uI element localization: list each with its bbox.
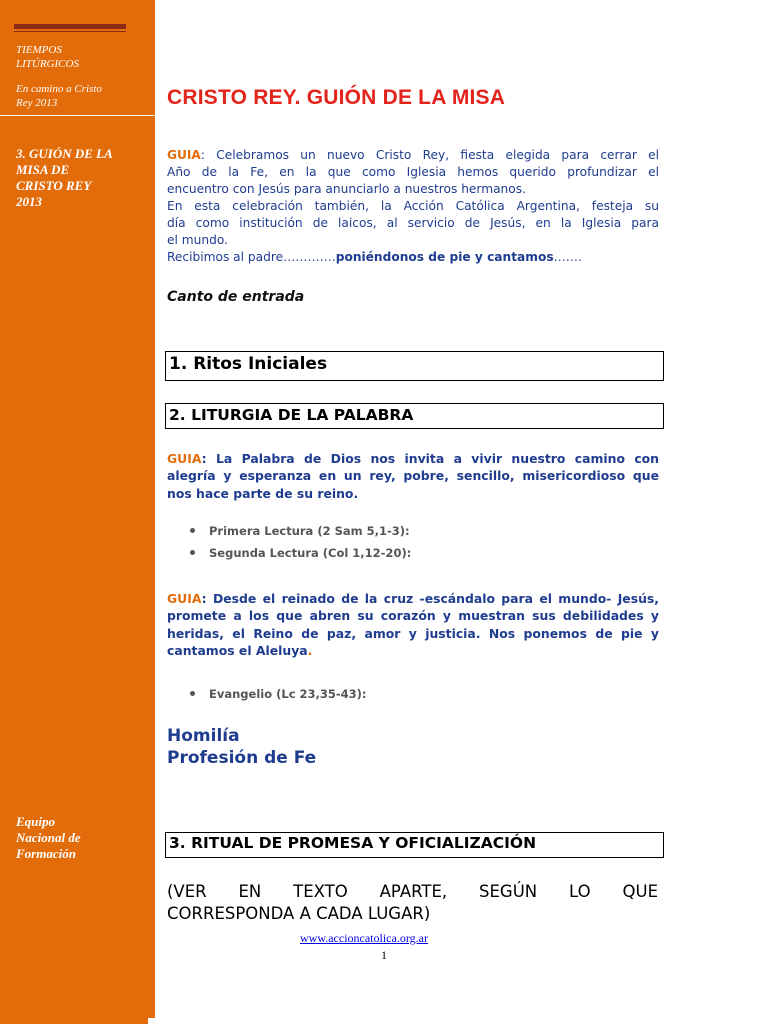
canto-de-entrada: Canto de entrada <box>167 289 305 305</box>
sidebar <box>0 0 155 1024</box>
sidebar-divider <box>0 115 155 116</box>
guia-line: promete a los que abren su corazón y muestran sus debilidades y <box>167 608 659 624</box>
section-title: 2. LITURGIA DE LA PALABRA <box>169 406 414 424</box>
sidebar-team <box>16 814 134 862</box>
bullet-icon <box>190 550 195 555</box>
bullet-icon <box>190 528 195 533</box>
sidebar-item-line: MISA DE <box>16 162 70 177</box>
page-number: 1 <box>381 948 387 962</box>
reading-label: Primera Lectura (2 Sam 5,1-3): <box>209 524 410 538</box>
guia-aleluya-paragraph <box>167 590 659 659</box>
bullet-icon <box>190 691 195 696</box>
reading-label: Segunda Lectura (Col 1,12-20): <box>209 546 412 560</box>
guia-line: heridas, el Reino de paz, amor y justicia. Nos ponemos de pie y <box>167 625 659 641</box>
guia-line <box>167 642 659 659</box>
guia-line: alegría y esperanza en un rey, pobre, sencillo, misericordioso que <box>167 468 659 484</box>
intro-line: En esta celebración también, la Acción Católica Argentina, festeja su <box>167 199 659 213</box>
intro-line <box>167 147 659 164</box>
intro-line <box>167 249 659 266</box>
section-title: 3. RITUAL DE PROMESA Y OFICIALIZACIÓN <box>169 834 537 852</box>
homilia-heading: Homilía <box>167 726 240 746</box>
sidebar-team-line: Equipo <box>16 814 56 829</box>
gospel-item <box>190 687 367 701</box>
guia-line: nos hace parte de su reino. <box>167 485 359 501</box>
intro-line: el mundo. <box>167 233 228 247</box>
sidebar-item-line: CRISTO REY <box>16 178 92 193</box>
guia-label: GUIA <box>167 148 201 162</box>
guia-text: : Desde el reinado de la cruz -escándalo para el mundo- Jesús, <box>201 591 659 606</box>
sidebar-item-line: 2013 <box>16 194 42 209</box>
sidebar-subtitle-line: En camino a Cristo <box>16 83 102 95</box>
sidebar-team-line: Nacional de <box>16 830 81 845</box>
intro-paragraph <box>167 147 659 266</box>
section-ritual <box>165 832 664 858</box>
ver-texto-aparte <box>167 881 658 925</box>
section-title: 1. Ritos Iniciales <box>169 354 328 374</box>
sidebar-section-line: LITÚRGICOS <box>16 58 79 70</box>
reading-item <box>190 546 411 560</box>
sidebar-item-line: 3. GUIÓN DE LA <box>16 146 113 161</box>
intro-line: encuentro con Jesús para anunciarlo a nuestros hermanos. <box>167 182 526 196</box>
footer-website-link[interactable]: www.accioncatolica.org.ar <box>300 931 428 945</box>
intro-line: Año de la Fe, en la que como Iglesia hemos querido profundizar el <box>167 165 659 179</box>
page-corner <box>148 1018 156 1024</box>
guia-label: GUIA <box>167 591 202 606</box>
guia-text: : La Palabra de Dios nos invita a vivir nuestro camino con <box>201 451 659 466</box>
guia-line <box>167 450 659 467</box>
guia-end: . <box>307 642 313 658</box>
section-ritos-iniciales <box>165 351 664 381</box>
sidebar-section-line: TIEMPOS <box>16 44 62 56</box>
recibimos-bold: poniéndonos de pie y cantamos <box>335 250 554 264</box>
intro-text: : Celebramos un nuevo Cristo Rey, fiesta elegida para cerrar el <box>200 148 659 162</box>
recibimos-end: ……. <box>553 250 582 264</box>
sidebar-team-line: Formación <box>16 846 76 861</box>
sidebar-rule <box>14 24 126 29</box>
reading-item <box>190 524 410 538</box>
sidebar-current-item <box>16 146 134 210</box>
guia-line <box>167 590 659 607</box>
profesion-heading: Profesión de Fe <box>167 748 317 768</box>
section-liturgia <box>165 403 664 429</box>
sidebar-subtitle-line: Rey 2013 <box>16 97 58 109</box>
page-title: CRISTO REY. GUIÓN DE LA MISA <box>167 86 506 109</box>
recibimos-text: Recibimos al padre…………. <box>167 250 336 264</box>
guia-palabra-paragraph <box>167 450 659 502</box>
guia-label: GUIA <box>167 451 202 466</box>
ver-texto-line: CORRESPONDA A CADA LUGAR) <box>167 904 431 923</box>
sidebar-rule-thin <box>14 31 126 32</box>
sidebar-subtitle <box>16 82 134 110</box>
intro-line: día como institución de laicos, al servicio de Jesús, en la Iglesia para <box>167 216 659 230</box>
sidebar-section-label <box>16 43 134 71</box>
ver-texto-line: (VER EN TEXTO APARTE, SEGÚN LO QUE <box>167 882 658 901</box>
gospel-label: Evangelio (Lc 23,35-43): <box>209 687 367 701</box>
guia-text: cantamos el Aleluya <box>167 642 308 658</box>
